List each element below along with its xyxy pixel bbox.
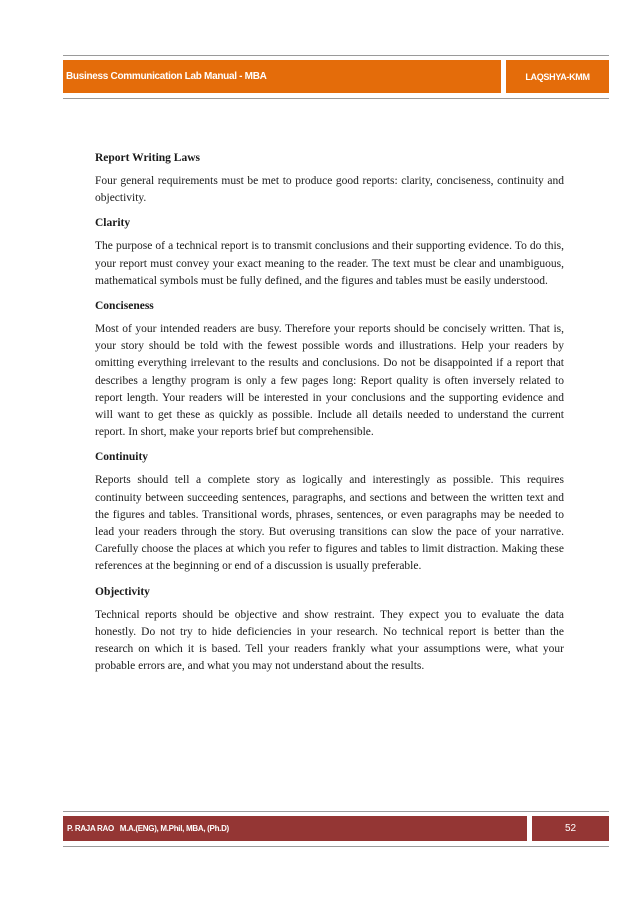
footer-bottom-rule <box>63 846 609 847</box>
document-body <box>95 151 564 684</box>
section-heading-clarity: Clarity <box>95 217 131 230</box>
header-top-rule <box>63 55 609 56</box>
page-number: 52 <box>532 816 609 841</box>
section-body-continuity: Reports should tell a complete story as logically and interestingly as possible. This requires continuity between succeeding sentences, paragraphs, and sections and between the written text and the figures and tables. Transitional words, phrases, sentences, or even paragraphs may be needed to lead your readers through the story. But overusing transitions can slow the pace of your narrative. Carefully choose the places at which you refer to figures and tables to limit distraction. Making these references at the beginning or end of a discussion is usually preferable. <box>95 474 564 573</box>
page-footer <box>63 816 609 841</box>
section-heading-continuity: Continuity <box>95 451 149 464</box>
footer-author: P. RAJA RAO M.A.(ENG), M.Phil, MBA, (Ph.D) <box>63 816 527 841</box>
header-institution: LAQSHYA-KMM <box>506 60 609 93</box>
section-body-conciseness: Most of your intended readers are busy. Therefore your reports should be concisely written. That is, your story should be told with the fewest possible words and illustrations. Help your readers by omitting everything irrelevant to the results and conclusions. Do not be disappointed if a report that describes a lengthy program is only a few pages long: Report quality is often inversely related to report length. Your readers will be interested in your conclusions and the supporting evidence and will want to get these as quickly as possible. Include all details needed to understand the current report. In short, make your reports brief but comprehensible. <box>95 323 564 439</box>
section-body-report-writing-laws: Four general requirements must be met to produce good reports: clarity, conciseness, continuity and objectivity. <box>95 175 564 205</box>
section-body-objectivity: Technical reports should be objective and show restraint. They expect you to evaluate the data honestly. Do not try to hide deficiencies in your research. No technical report is better than the research on which it is based. Tell your readers frankly what your assumptions were, what your probable errors are, and what you may not understand about the results. <box>95 608 564 673</box>
section-heading-report-writing-laws: Report Writing Laws <box>95 152 200 164</box>
section-heading-objectivity: Objectivity <box>95 585 150 598</box>
section-body-clarity: The purpose of a technical report is to transmit conclusions and their supporting evidence. To do this, your report must convey your exact meaning to the reader. The text must be clear and unambiguous, mathematical symbols must be fully defined, and the figures and tables must be easily understood. <box>95 240 564 287</box>
header-manual-title: Business Communication Lab Manual - MBA <box>63 60 501 93</box>
header-bottom-rule <box>63 98 609 99</box>
page-header <box>63 60 609 93</box>
section-heading-conciseness: Conciseness <box>95 300 154 313</box>
footer-top-rule <box>63 811 609 812</box>
